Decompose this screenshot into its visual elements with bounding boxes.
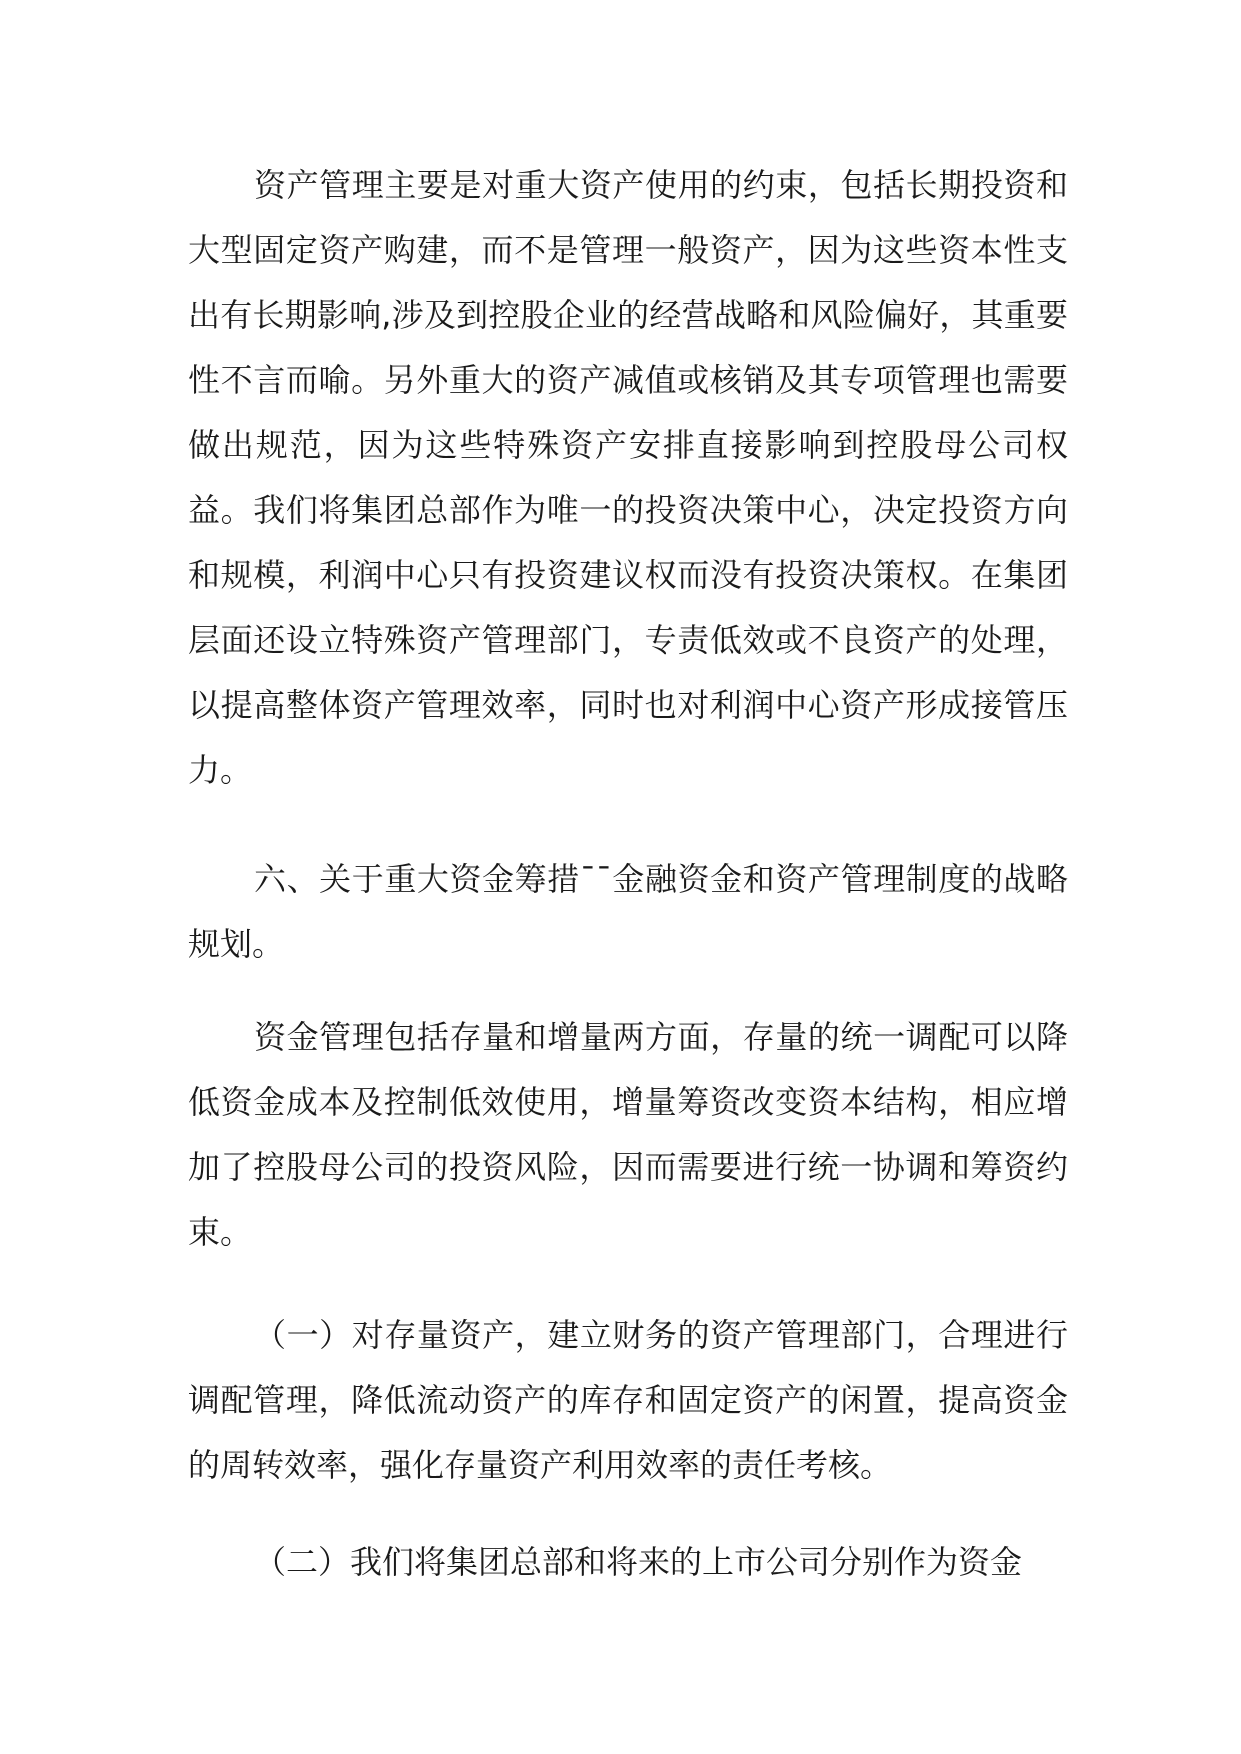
paragraph-item-two: （二）我们将集团总部和将来的上市公司分别作为资金 (254, 1543, 1023, 1581)
paragraph-item-one: （一）对存量资产，建立财务的资产管理部门，合理进行调配管理，降低流动资产的库存和固定资产的闲置，提高资金的周转效率，强化存量资产利用效率的责任考核。 (188, 1316, 1068, 1484)
paragraph-fund-management: 资金管理包括存量和增量两方面，存量的统一调配可以降低资金成本及控制低效使用，增量筹资改变资本结构，相应增加了控股母公司的投资风险，因而需要进行统一协调和筹资约束。 (188, 1018, 1068, 1251)
paragraph-section-six-heading: 六、关于重大资金筹措¯¯金融资金和资产管理制度的战略规划。 (188, 860, 1068, 963)
paragraph-asset-management: 资产管理主要是对重大资产使用的约束，包括长期投资和大型固定资产购建，而不是管理一般资产，因为这些资本性支出有长期影响,涉及到控股企业的经营战略和风险偏好，其重要性不言而喻。另外重大的资产减值或核销及其专项管理也需要做出规范，因为这些特殊资产安排直接影响到控股母公司权益。我们将集团总部作为唯一的投资决策中心，决定投资方向和规模，利润中心只有投资建议权而没有投资决策权。在集团层面还设立特殊资产管理部门，专责低效或不良资产的处理，以提高整体资产管理效率，同时也对利润中心资产形成接管压力。 (188, 166, 1068, 789)
